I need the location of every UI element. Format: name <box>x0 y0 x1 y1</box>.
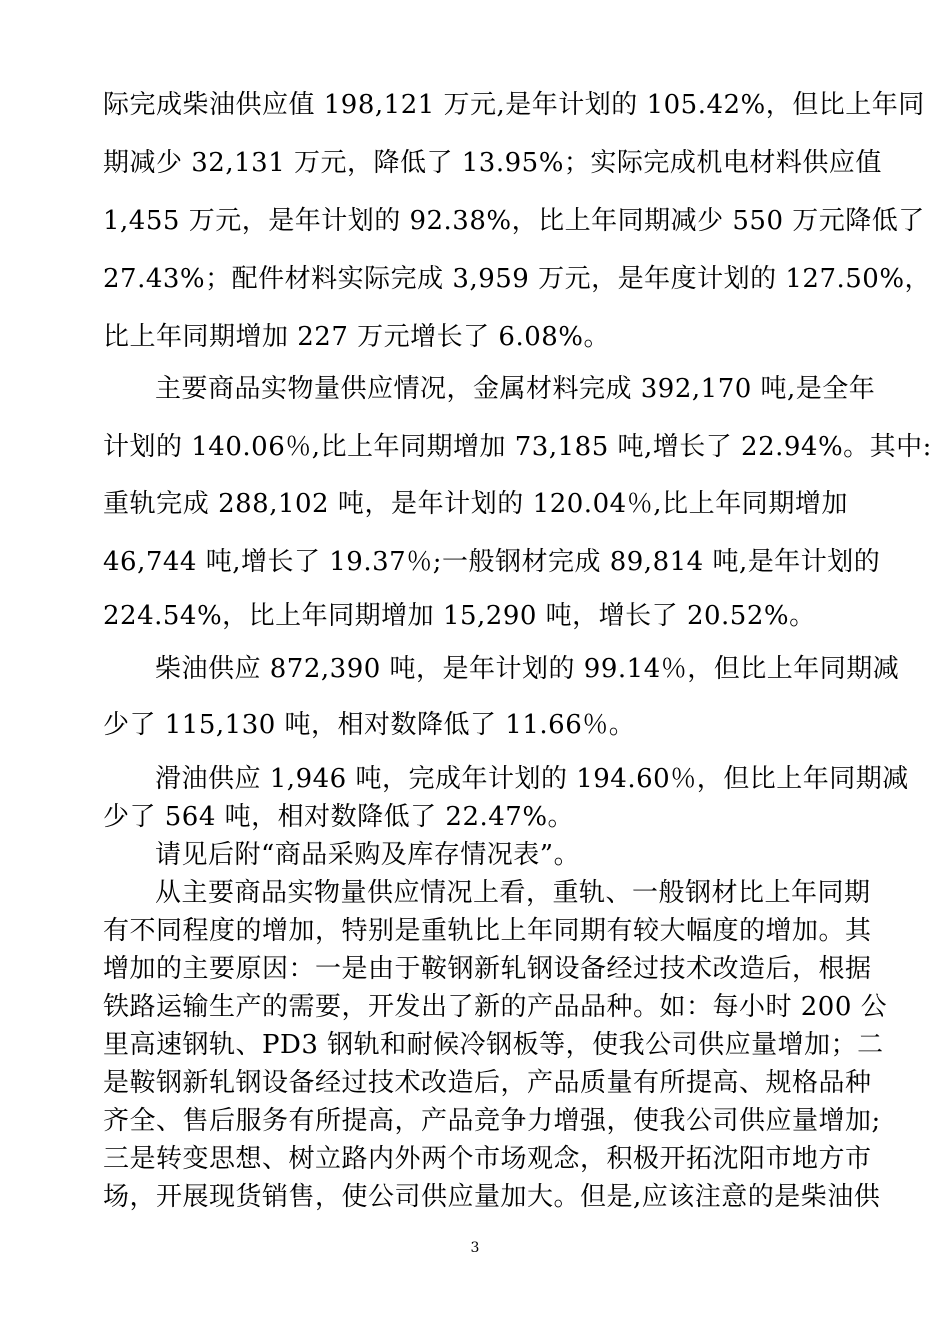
text-line: 铁路运输生产的需要，开发出了新的产品品种。如：每小时 200 公 <box>103 992 888 1022</box>
text-line: 三是转变思想、树立路内外两个市场观念，积极开拓沈阳市地方市 <box>103 1144 872 1174</box>
text-line: 是鞍钢新轧钢设备经过技术改造后，产品质量有所提高、规格品种 <box>103 1068 872 1098</box>
text-line: 里高速钢轨、PD3 钢轨和耐候冷钢板等，使我公司供应量增加；二 <box>103 1030 884 1060</box>
text-line: 1,455 万元，是年计划的 92.38%，比上年同期减少 550 万元降低了 <box>103 206 925 236</box>
text-line: 少了 564 吨，相对数降低了 22.47%。 <box>103 802 575 832</box>
text-line: 46,744 吨,增长了 19.37％;一般钢材完成 89,814 吨,是年计划的 <box>103 547 881 577</box>
text-line: 重轨完成 288,102 吨，是年计划的 120.04％,比上年同期增加 <box>103 489 848 519</box>
text-line: 期减少 32,131 万元，降低了 13.95%；实际完成机电材料供应值 <box>103 148 882 178</box>
text-line: 224.54%，比上年同期增加 15,290 吨，增长了 20.52%。 <box>103 601 816 631</box>
text-line: 主要商品实物量供应情况，金属材料完成 392,170 吨,是全年 <box>155 374 876 404</box>
text-line: 齐全、售后服务有所提高，产品竞争力增强，使我公司供应量增加; <box>103 1106 881 1136</box>
text-line: 有不同程度的增加，特别是重轨比上年同期有较大幅度的增加。其 <box>103 916 872 946</box>
text-line: 27.43%；配件材料实际完成 3,959 万元，是年度计划的 127.50%， <box>103 264 932 294</box>
text-line: 际完成柴油供应值 198,121 万元,是年计划的 105.42%，但比上年同 <box>103 90 925 120</box>
text-line: 少了 115,130 吨，相对数降低了 11.66％。 <box>103 710 636 740</box>
text-line: 增加的主要原因：一是由于鞍钢新轧钢设备经过技术改造后，根据 <box>103 954 872 984</box>
text-line: 请见后附“商品采购及库存情况表”。 <box>155 840 581 870</box>
page-number: 3 <box>470 1240 480 1256</box>
text-line: 柴油供应 872,390 吨，是年计划的 99.14％，但比上年同期减 <box>155 654 900 684</box>
text-line: 滑油供应 1,946 吨，完成年计划的 194.60％，但比上年同期减 <box>155 764 909 794</box>
text-line: 从主要商品实物量供应情况上看，重轨、一般钢材比上年同期 <box>155 878 871 908</box>
text-line: 场，开展现货销售，使公司供应量加大。但是,应该注意的是柴油供 <box>103 1182 881 1212</box>
text-line: 比上年同期增加 227 万元增长了 6.08%。 <box>103 322 611 352</box>
text-line: 计划的 140.06％,比上年同期增加 73,185 吨,增长了 22.94%。其中: <box>103 432 932 462</box>
